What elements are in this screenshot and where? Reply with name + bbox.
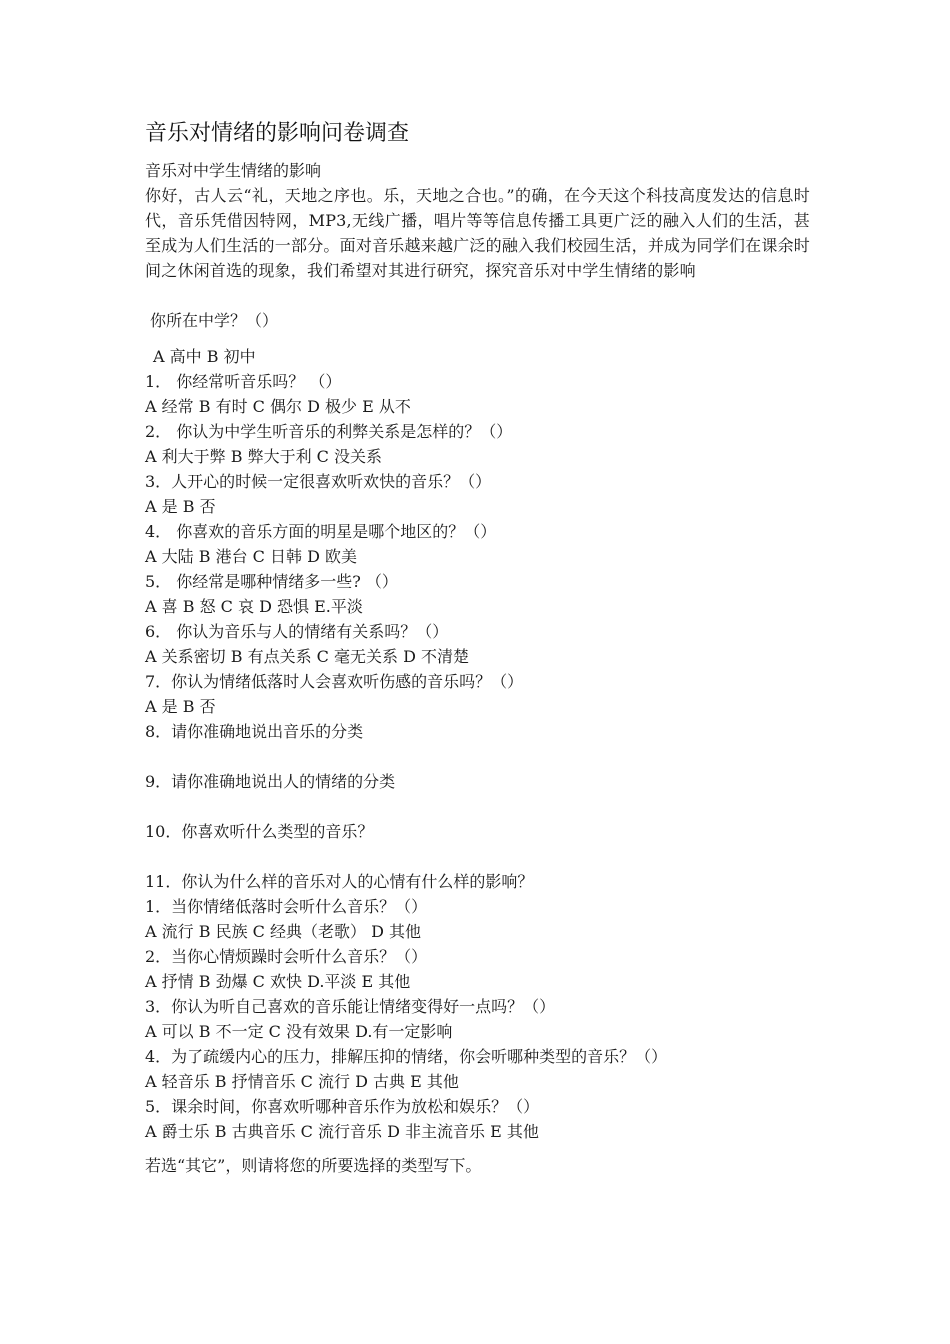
page-title: 音乐对情绪的影响问卷调查	[145, 121, 410, 146]
answer-space-9	[145, 794, 810, 819]
part1-questions	[145, 369, 810, 719]
sub-options-5: A 爵士乐 B 古典音乐 C 流行音乐 D 非主流音乐 E 其他	[145, 1122, 539, 1141]
question-11: 11．你认为什么样的音乐对人的心情有什么样的影响？	[145, 872, 534, 891]
question-9: 9．请你准确地说出人的情绪的分类	[145, 772, 396, 791]
subtitle: 音乐对中学生情绪的影响	[145, 161, 322, 180]
options-7: A 是 B 否	[145, 697, 216, 716]
sub-options-4: A 轻音乐 B 抒情音乐 C 流行 D 古典 E 其他	[145, 1072, 459, 1091]
options-3: A 是 B 否	[145, 497, 216, 516]
question-1: 1． 你经常听音乐吗？ （）	[145, 372, 342, 391]
question-7: 7．你认为情绪低落时人会喜欢听伤感的音乐吗？（）	[145, 672, 524, 691]
part2-questions	[145, 894, 810, 1144]
options-2: A 利大于弊 B 弊大于利 C 没关系	[145, 447, 382, 466]
options-4: A 大陆 B 港台 C 日韩 D 欧美	[145, 547, 357, 566]
other-note: 若选“其它”，则请将您的所要选择的类型写下。	[145, 1156, 482, 1175]
questionnaire-page	[145, 118, 810, 1178]
options-school: A 高中 B 初中	[153, 347, 256, 366]
sub-question-4: 4．为了疏缓内心的压力，排解压抑的情绪，你会听哪种类型的音乐？（）	[145, 1047, 668, 1066]
question-6: 6． 你认为音乐与人的情绪有关系吗？（）	[145, 622, 449, 641]
open-questions	[145, 719, 810, 894]
question-10: 10．你喜欢听什么类型的音乐？	[145, 822, 374, 841]
options-5: A 喜 B 怒 C 哀 D 恐惧 E.平淡	[145, 597, 363, 616]
options-6: A 关系密切 B 有点关系 C 毫无关系 D 不清楚	[145, 647, 469, 666]
question-5: 5． 你经常是哪种情绪多一些? （）	[145, 572, 398, 591]
answer-space-10	[145, 844, 810, 869]
sub-question-3: 3．你认为听自己喜欢的音乐能让情绪变得好一点吗？（）	[145, 997, 556, 1016]
intro-paragraph: 你好，古人云“礼，天地之序也。乐，天地之合也。”的确，在今天这个科技高度发达的信息时代，音乐凭借因特网，MP3,无线广播，唱片等等信息传播工具更广泛的融入人们的生活，甚至成为人们生活的一部分。面对音乐越来越广泛的融入我们校园生活，并成为同学们在课余时间之休闲首选的现象，我们希望对其进行研究，探究音乐对中学生情绪的影响	[145, 186, 810, 280]
sub-question-2: 2．当你心情烦躁时会听什么音乐？（）	[145, 947, 428, 966]
question-school: 你所在中学？（）	[150, 311, 279, 330]
question-2: 2． 你认为中学生听音乐的利弊关系是怎样的？（）	[145, 422, 513, 441]
question-3: 3．人开心的时候一定很喜欢听欢快的音乐？（）	[145, 472, 492, 491]
question-4: 4． 你喜欢的音乐方面的明星是哪个地区的？（）	[145, 522, 497, 541]
sub-options-3: A 可以 B 不一定 C 没有效果 D.有一定影响	[145, 1022, 453, 1041]
answer-space-8	[145, 744, 810, 769]
sub-question-1: 1．当你情绪低落时会听什么音乐？（）	[145, 897, 428, 916]
options-1: A 经常 B 有时 C 偶尔 D 极少 E 从不	[145, 397, 411, 416]
question-8: 8．请你准确地说出音乐的分类	[145, 722, 364, 741]
sub-options-1: A 流行 B 民族 C 经典（老歌） D 其他	[145, 922, 421, 941]
sub-question-5: 5．课余时间，你喜欢听哪种音乐作为放松和娱乐？（）	[145, 1097, 540, 1116]
sub-options-2: A 抒情 B 劲爆 C 欢快 D.平淡 E 其他	[145, 972, 411, 991]
